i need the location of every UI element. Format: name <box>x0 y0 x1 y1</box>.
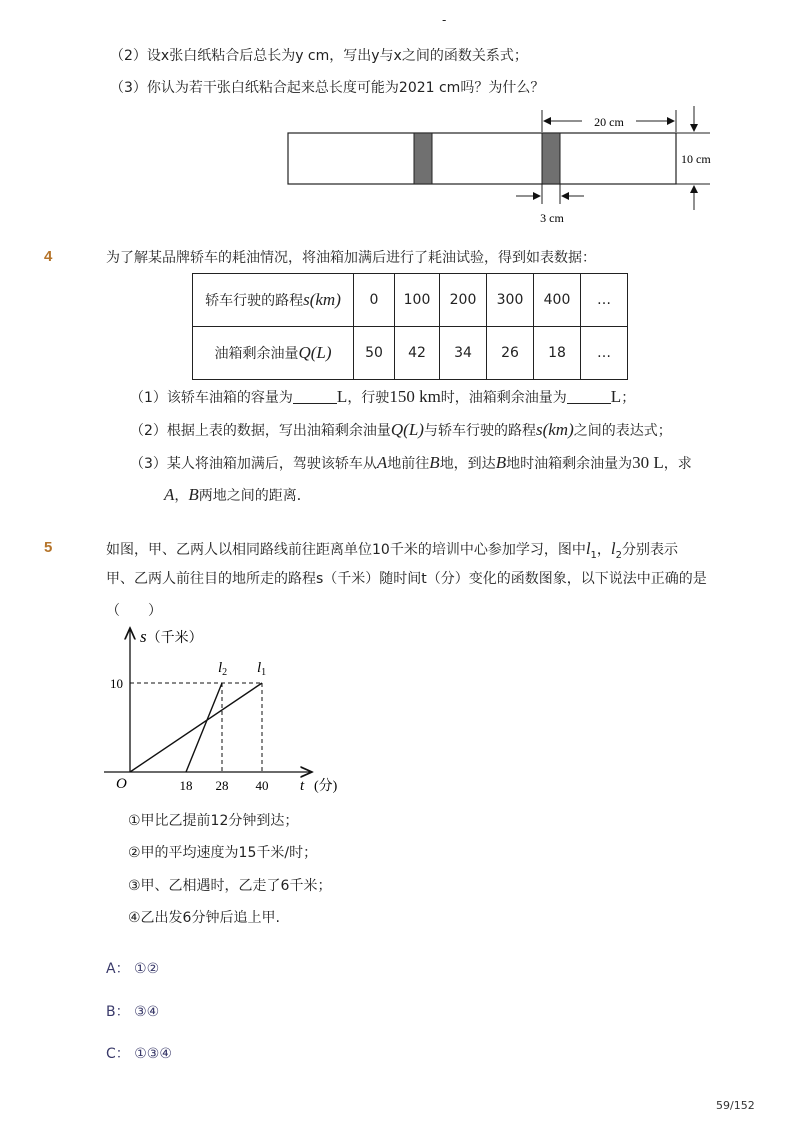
q5-line-2: 甲、乙两人前往目的地所走的路程s（千米）随时间t（分）变化的函数图象，以下说法中正确的是 <box>106 571 707 587</box>
header-mark: - <box>442 13 447 27</box>
table-row <box>193 274 628 327</box>
table-header-distance: 轿车行驶的路程s(km) <box>193 274 354 327</box>
overlap-left <box>414 133 432 184</box>
line-l1 <box>130 683 262 772</box>
paper-strip <box>288 133 676 184</box>
statement-2: ②甲的平均速度为15千米/时； <box>128 845 318 861</box>
fuel-table <box>192 273 628 380</box>
answer-blank[interactable] <box>567 389 611 404</box>
distance-time-graph <box>100 620 360 810</box>
x-tick-40: 40 <box>255 778 269 793</box>
table-cell: 200 <box>440 274 487 327</box>
table-cell: … <box>581 327 628 380</box>
x-axis-unit: (分) <box>314 779 338 794</box>
table-cell: 50 <box>354 327 395 380</box>
q5-number: 5 <box>44 539 53 556</box>
table-cell: 100 <box>395 274 440 327</box>
option-b[interactable]: B： ③④ <box>106 1004 160 1020</box>
table-cell: 42 <box>395 327 440 380</box>
y-axis-label: s（千米） <box>140 627 203 646</box>
width-label: 20 cm <box>594 115 624 129</box>
q3-part-2: （2）设x张白纸粘合后总长为y cm，写出y与x之间的函数关系式； <box>110 48 528 64</box>
q4-part-2: （2）根据上表的数据，写出油箱剩余油量Q(L)与轿车行驶的路程s(km)之间的表达式； <box>130 420 672 439</box>
table-cell: 400 <box>534 274 581 327</box>
statement-1: ①甲比乙提前12分钟到达； <box>128 813 299 829</box>
table-cell: 34 <box>440 327 487 380</box>
q5-line-1: 如图，甲、乙两人以相同路线前往距离单位10千米的培训中心参加学习，图中$l_1$，$l_2$分别表示 <box>106 539 679 561</box>
page-number: 59/152 <box>716 1099 755 1112</box>
table-cell: 26 <box>487 327 534 380</box>
x-axis-label: t <box>300 778 305 794</box>
height-label: 10 cm <box>681 152 711 166</box>
table-cell: 300 <box>487 274 534 327</box>
overlap-label: 3 cm <box>540 211 564 225</box>
answer-blank[interactable] <box>293 389 337 404</box>
x-tick-28: 28 <box>215 778 229 793</box>
table-row <box>193 327 628 380</box>
q4-part-1: （1）该轿车油箱的容量为 L，行驶150 km时，油箱剩余油量为 L； <box>130 387 636 406</box>
overlap-right <box>542 133 560 184</box>
q4-intro: 为了解某品牌轿车的耗油情况，将油箱加满后进行了耗油试验，得到如表数据： <box>106 250 596 266</box>
q4-part-3: （3）某人将油箱加满后，驾驶该轿车从A地前往B地，到达B地时油箱剩余油量为30 L，求 <box>130 453 692 472</box>
y-tick-10: 10 <box>110 676 123 691</box>
statement-4: ④乙出发6分钟后追上甲. <box>128 910 280 926</box>
table-cell: 18 <box>534 327 581 380</box>
table-cell: … <box>581 274 628 327</box>
table-cell: 0 <box>354 274 395 327</box>
origin-label: O <box>116 776 127 792</box>
statement-3: ③甲、乙相遇时，乙走了6千米； <box>128 878 332 894</box>
table-header-fuel: 油箱剩余油量Q(L) <box>193 327 354 380</box>
line-l2 <box>186 683 222 772</box>
q4-part-3-line2: A，B两地之间的距离． <box>164 485 311 504</box>
q4-number: 4 <box>44 248 53 265</box>
q5-line-3: （ ） <box>106 603 162 619</box>
option-c[interactable]: C： ①③④ <box>106 1046 172 1062</box>
label-l2: $l_2$ <box>218 660 228 678</box>
x-tick-18: 18 <box>179 778 193 793</box>
option-a[interactable]: A： ①② <box>106 961 160 977</box>
paper-strip-figure <box>280 104 730 234</box>
q3-part-3: （3）你认为若干张白纸粘合起来总长度可能为2021 cm吗？为什么？ <box>110 80 545 96</box>
label-l1: $l_1$ <box>257 660 267 678</box>
